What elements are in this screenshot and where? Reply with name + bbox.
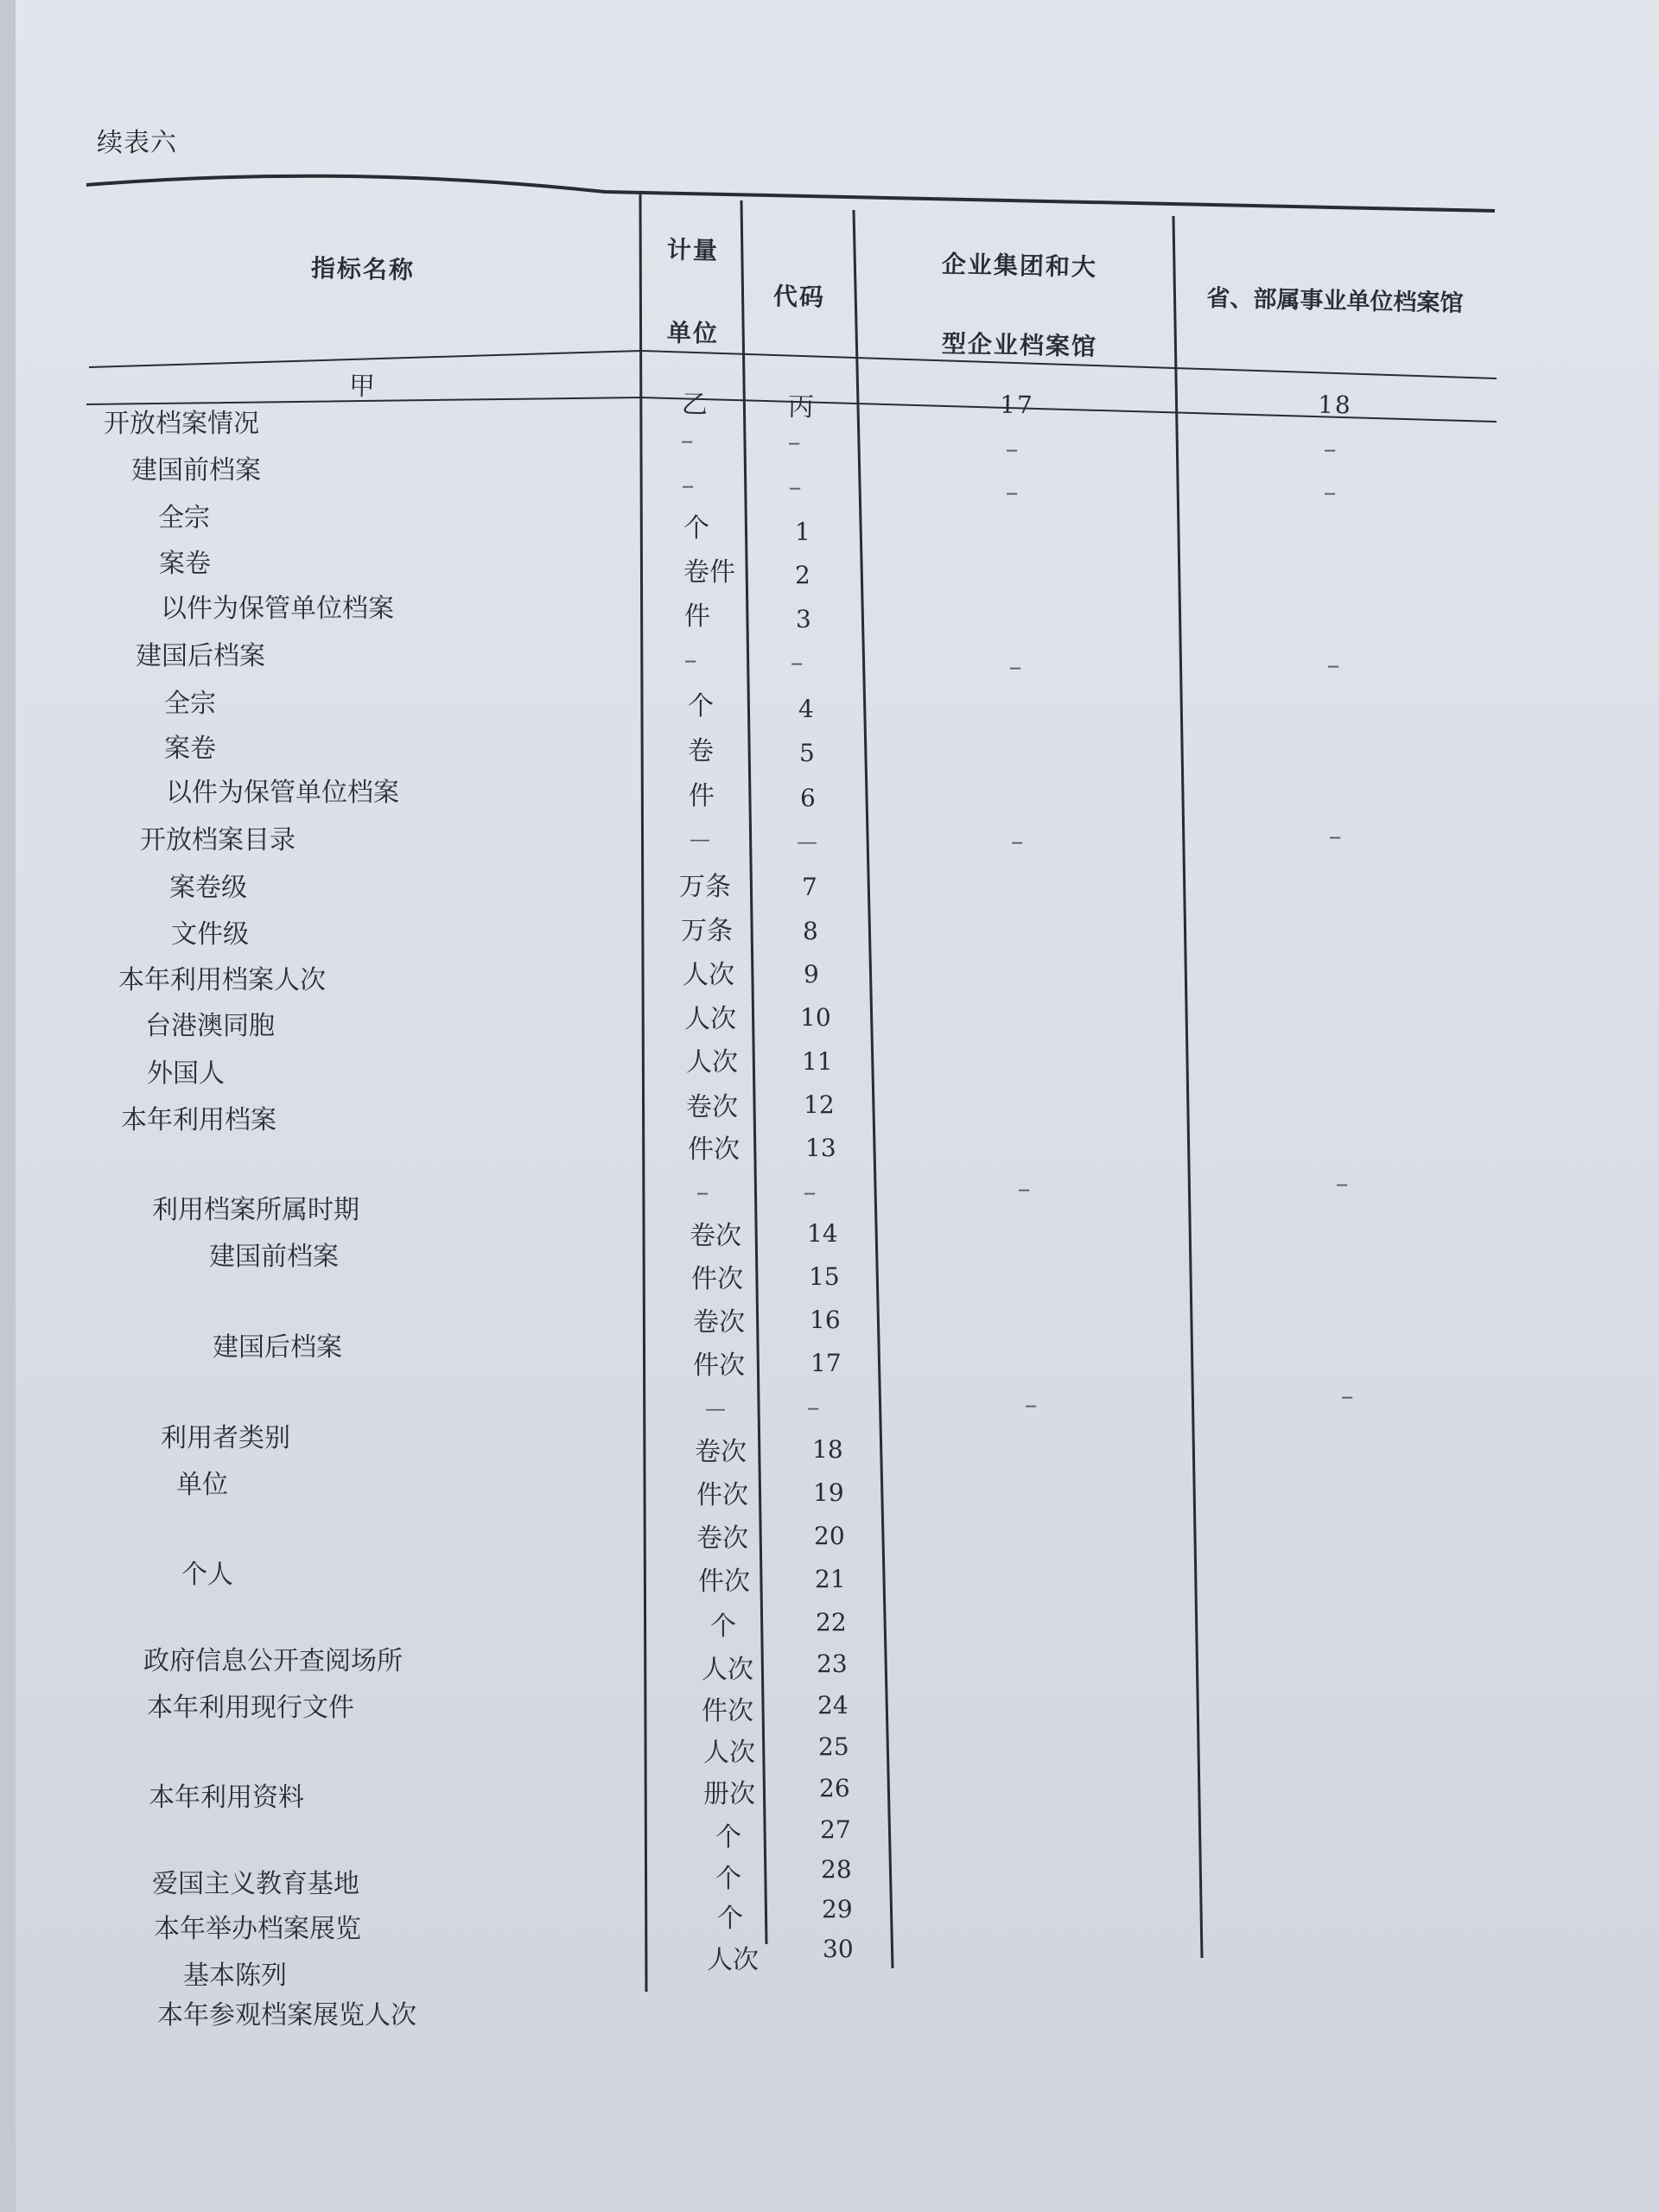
- col18-dash: --: [1324, 480, 1335, 505]
- unit-cell: 件次: [698, 1567, 750, 1597]
- row-label: 开放档案目录: [140, 825, 296, 855]
- unit-cell: 件次: [693, 1351, 745, 1381]
- row-label: 本年利用现行文件: [147, 1693, 354, 1723]
- col18-dash: --: [1327, 653, 1338, 677]
- table-title: 续表六: [97, 128, 177, 158]
- code-cell: 20: [814, 1522, 845, 1550]
- code-cell: 17: [810, 1349, 842, 1377]
- subheader-unit: 乙: [681, 389, 710, 421]
- col18-dash: --: [1336, 1172, 1347, 1196]
- row-label: 全宗: [158, 503, 210, 533]
- unit-cell: 个: [688, 691, 714, 721]
- row-label: 案卷级: [169, 873, 247, 903]
- unit-cell: 个: [717, 1904, 743, 1934]
- unit-cell: 个: [715, 1822, 741, 1853]
- unit-cell: 卷次: [686, 1092, 738, 1122]
- unit-cell: --: [684, 648, 696, 672]
- unit-cell: 卷次: [695, 1437, 747, 1467]
- code-cell: 5: [799, 739, 815, 767]
- row-label: 本年利用资料: [149, 1783, 304, 1813]
- unit-cell: 卷件: [683, 557, 735, 588]
- code-cell: --: [789, 475, 800, 499]
- unit-cell: 人次: [703, 1738, 755, 1768]
- code-cell: 8: [803, 917, 818, 945]
- col17-dash: --: [1011, 830, 1022, 854]
- subheader-col17: 17: [999, 390, 1035, 420]
- row-label: 本年利用档案: [121, 1105, 276, 1135]
- unit-cell: 件次: [691, 1264, 743, 1294]
- code-cell: --: [791, 651, 802, 675]
- code-cell: 18: [812, 1435, 843, 1464]
- row-label: 爱国主义教育基地: [152, 1869, 359, 1899]
- unit-cell: --: [696, 1180, 708, 1205]
- unit-cell: 万条: [679, 872, 731, 902]
- code-cell: 4: [798, 695, 814, 723]
- code-cell: 16: [810, 1306, 841, 1334]
- col18-dash: --: [1329, 824, 1340, 849]
- unit-cell: 人次: [707, 1945, 759, 1975]
- row-label: 外国人: [147, 1058, 225, 1089]
- code-cell: 23: [817, 1649, 848, 1678]
- unit-cell: 卷次: [696, 1523, 748, 1554]
- code-cell: 15: [809, 1262, 840, 1291]
- row-label: 基本陈列: [183, 1961, 287, 1991]
- code-cell: 7: [802, 873, 817, 901]
- code-cell: 29: [822, 1895, 853, 1923]
- subheader-code: 丙: [787, 391, 817, 423]
- row-label: 政府信息公开查阅场所: [143, 1646, 403, 1676]
- code-cell: 3: [796, 605, 811, 633]
- code-cell: 13: [805, 1134, 836, 1162]
- unit-cell: 个: [710, 1611, 736, 1642]
- code-cell: 24: [817, 1691, 849, 1719]
- col17-dash: --: [1018, 1177, 1029, 1201]
- unit-cell: 卷次: [693, 1307, 745, 1338]
- code-cell: 21: [815, 1565, 846, 1593]
- unit-cell: 个: [715, 1864, 741, 1894]
- code-cell: 26: [819, 1774, 850, 1802]
- code-cell: 1: [795, 518, 810, 546]
- row-label: 案卷: [159, 549, 211, 579]
- header-col17-line2: 型企业档案馆: [941, 329, 1098, 361]
- row-label: 单位: [176, 1470, 228, 1500]
- row-label: 本年利用档案人次: [118, 965, 326, 995]
- row-label: 个人: [181, 1560, 233, 1590]
- code-cell: 11: [802, 1047, 833, 1076]
- unit-cell: 人次: [683, 960, 734, 990]
- code-cell: 19: [813, 1478, 844, 1507]
- col17-dash: --: [1006, 480, 1017, 505]
- unit-cell: 个: [683, 513, 709, 543]
- unit-cell: 件: [689, 781, 715, 811]
- row-label: 利用档案所属时期: [152, 1195, 359, 1225]
- unit-cell: 卷次: [690, 1221, 741, 1251]
- row-label: 本年举办档案展览: [154, 1914, 361, 1944]
- code-cell: 6: [800, 784, 816, 812]
- unit-cell: 人次: [702, 1655, 753, 1685]
- header-unit-line1: 计量: [666, 235, 720, 265]
- row-label: 文件级: [171, 919, 249, 950]
- col17-dash: --: [1009, 655, 1020, 679]
- row-label: 建国前档案: [209, 1242, 339, 1272]
- unit-cell: 件: [684, 601, 710, 632]
- unit-cell: --: [682, 474, 693, 498]
- row-label: 全宗: [164, 689, 216, 719]
- unit-cell: 卷: [688, 736, 714, 766]
- row-label: 利用者类别: [161, 1423, 290, 1453]
- subheader-name: 甲: [348, 371, 378, 403]
- header-col18: 省、部属事业单位档案馆: [1206, 284, 1464, 318]
- unit-cell: 件次: [688, 1135, 740, 1165]
- code-cell: 28: [821, 1855, 852, 1884]
- code-cell: 22: [816, 1608, 847, 1637]
- code-cell: 2: [795, 561, 810, 589]
- row-label: 本年参观档案展览人次: [157, 2000, 416, 2031]
- row-label: 建国后档案: [213, 1332, 342, 1363]
- col17-dash: --: [1025, 1393, 1036, 1417]
- col17-dash: --: [1006, 437, 1017, 461]
- code-cell: --: [807, 1395, 818, 1420]
- code-cell: 25: [818, 1732, 849, 1761]
- code-cell: —: [797, 830, 816, 854]
- unit-cell: 册次: [703, 1779, 755, 1809]
- row-label: 案卷: [164, 734, 216, 764]
- code-cell: 9: [804, 960, 819, 988]
- unit-cell: 件次: [696, 1480, 748, 1510]
- row-label: 以件为保管单位档案: [161, 594, 394, 624]
- subheader-col18: 18: [1317, 390, 1353, 420]
- col18-dash: --: [1324, 437, 1335, 461]
- row-label: 以件为保管单位档案: [166, 778, 399, 808]
- code-cell: 12: [804, 1090, 835, 1119]
- unit-cell: 人次: [684, 1004, 736, 1034]
- unit-cell: 人次: [686, 1047, 738, 1077]
- unit-cell: --: [681, 429, 692, 453]
- code-cell: 14: [807, 1219, 838, 1248]
- unit-cell: —: [705, 1396, 724, 1421]
- code-cell: --: [804, 1180, 815, 1205]
- code-cell: 27: [820, 1815, 851, 1844]
- row-label: 台港澳同胞: [145, 1011, 275, 1041]
- header-indicator-name: 指标名称: [310, 253, 416, 285]
- header-code: 代码: [772, 282, 826, 312]
- unit-cell: 万条: [681, 916, 733, 946]
- code-cell: --: [788, 430, 799, 454]
- col18-dash: --: [1341, 1384, 1352, 1408]
- row-label: 建国后档案: [136, 641, 265, 671]
- code-cell: 30: [823, 1935, 854, 1963]
- unit-cell: —: [690, 827, 709, 851]
- unit-cell: 件次: [702, 1696, 753, 1726]
- header-col17-line1: 企业集团和大: [941, 250, 1098, 282]
- code-cell: 10: [800, 1003, 831, 1032]
- row-label: 开放档案情况: [104, 409, 259, 439]
- row-label: 建国前档案: [131, 455, 261, 486]
- header-unit-line2: 单位: [666, 318, 720, 348]
